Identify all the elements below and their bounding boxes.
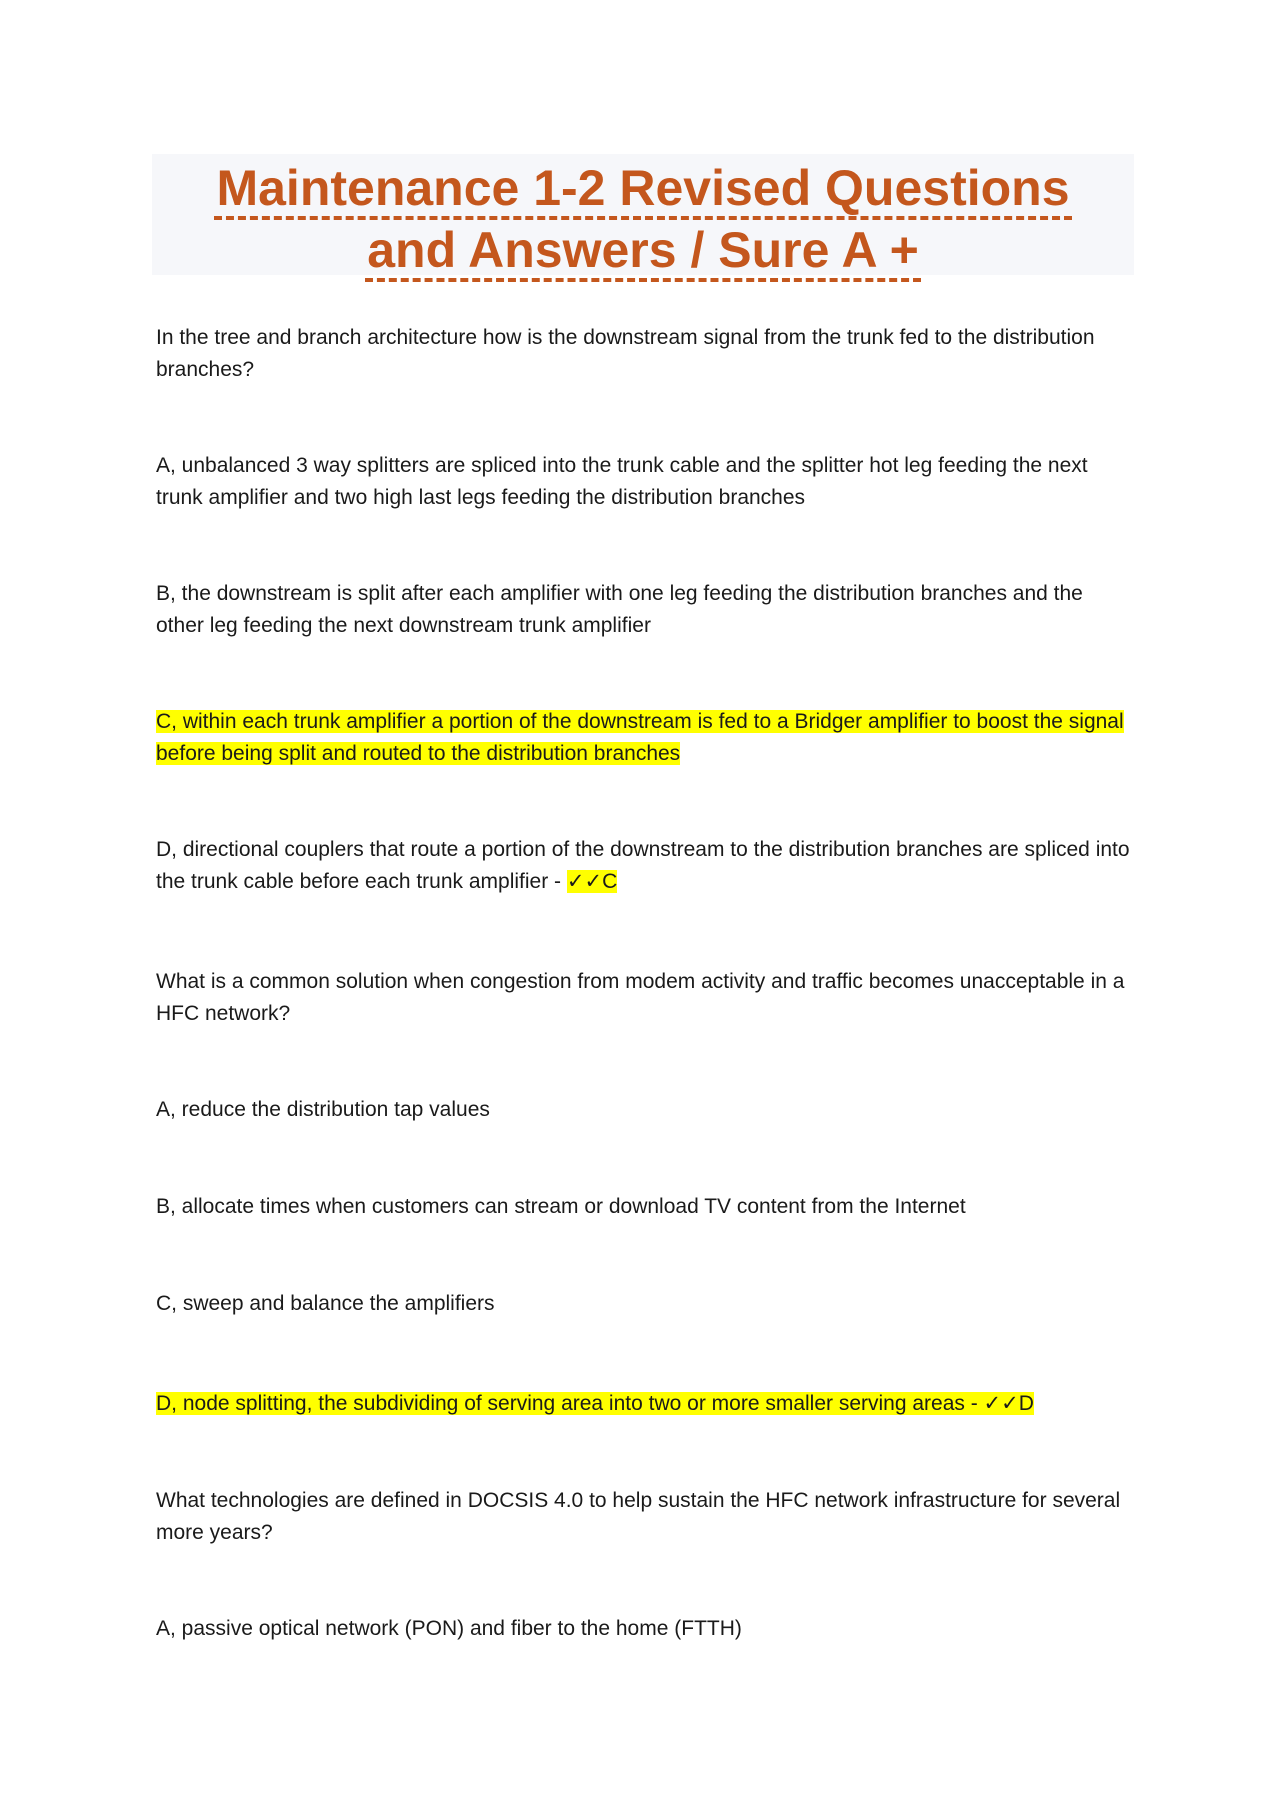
question-1-option-d	[156, 834, 1136, 898]
document-title-line-2: and Answers / Sure A +	[365, 222, 921, 282]
question-1-text: In the tree and branch architecture how is the downstream signal from the trunk fed to the distribution branches?	[156, 326, 1095, 381]
answer-marker: ✓✓C	[566, 870, 618, 893]
question-1-option-b: B, the downstream is split after each amplifier with one leg feeding the distribution branches and the other leg feeding the next downstream trunk amplifier	[156, 582, 1083, 637]
question-2-option-c: C, sweep and balance the amplifiers	[156, 1292, 495, 1315]
question-1-option-a: A, unbalanced 3 way splitters are spliced into the trunk cable and the splitter hot leg feeding the next trunk amplifier and two high last legs feeding the distribution branches	[156, 454, 1088, 509]
question-2-text: What is a common solution when congestion from modem activity and traffic becomes unacceptable in a HFC network?	[156, 970, 1125, 1025]
option-d-text: D, directional couplers that route a portion of the downstream to the distribution branches are spliced into the trunk cable before each trunk amplifier -	[156, 838, 1130, 893]
title-banner	[152, 154, 1134, 278]
document-title-line-1: Maintenance 1-2 Revised Questions	[214, 160, 1071, 220]
question-2-option-b: B, allocate times when customers can stream or download TV content from the Internet	[156, 1195, 966, 1218]
question-3-option-a: A, passive optical network (PON) and fiber to the home (FTTH)	[156, 1617, 742, 1640]
question-1-option-c	[156, 706, 1136, 770]
question-2-option-d	[156, 1388, 1136, 1420]
highlighted-correct-option: D, node splitting, the subdividing of serving area into two or more smaller serving areas - ✓✓D	[156, 1392, 1034, 1415]
highlighted-correct-option: C, within each trunk amplifier a portion of the downstream is fed to a Bridger amplifier to boost the signal before being split and routed to the distribution branches	[156, 710, 1124, 765]
question-2-option-a: A, reduce the distribution tap values	[156, 1098, 490, 1121]
question-3-text: What technologies are defined in DOCSIS 4.0 to help sustain the HFC network infrastructure for several more years?	[156, 1489, 1121, 1544]
